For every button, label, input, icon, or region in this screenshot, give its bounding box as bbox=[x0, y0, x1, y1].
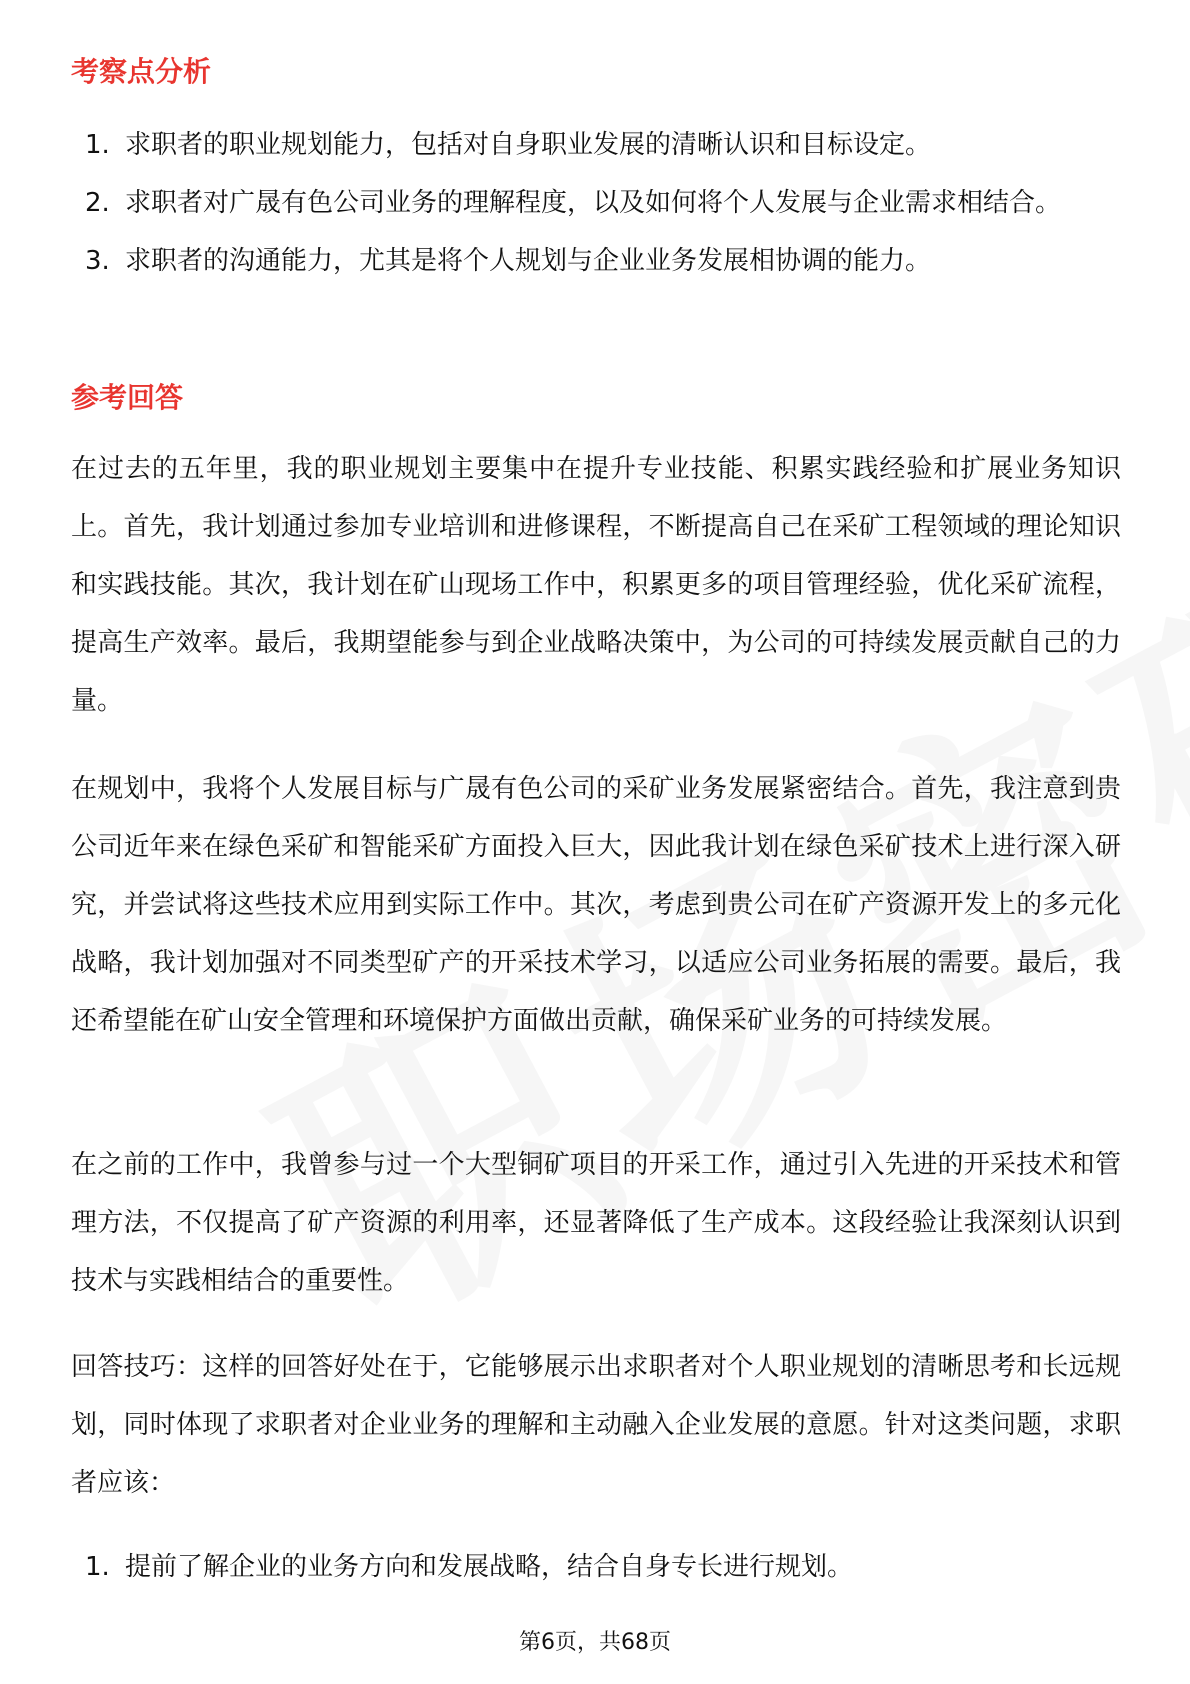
answer-paragraph: 在规划中，我将个人发展目标与广晟有色公司的采矿业务发展紧密结合。首先，我注意到贵公司近年来在绿色采矿和智能采矿方面投入巨大，因此我计划在绿色采矿技术上进行深入研究，并尝试将这些技术应用到实际工作中。其次，考虑到贵公司在矿产资源开发上的多元化战略，我计划加强对不同类型矿产的开采技术学习，以适应公司业务拓展的需要。最后，我还希望能在矿山安全管理和环境保护方面做出贡献，确保采矿业务的可持续发展。 bbox=[71, 774, 1121, 1036]
list-item bbox=[71, 116, 1121, 174]
list-item-text: 求职者的职业规划能力，包括对自身职业发展的清晰认识和目标设定。 bbox=[125, 130, 932, 160]
page-footer: 第6页，共68页 bbox=[519, 1630, 671, 1655]
list-item bbox=[71, 1538, 1121, 1596]
tips-paragraph: 回答技巧：这样的回答好处在于，它能够展示出求职者对个人职业规划的清晰思考和长远规划，同时体现了求职者对企业业务的理解和主动融入企业发展的意愿。针对这类问题，求职者应该： bbox=[71, 1352, 1121, 1498]
section-title-answer: 参考回答 bbox=[71, 381, 184, 414]
answer-paragraph: 在之前的工作中，我曾参与过一个大型铜矿项目的开采工作，通过引入先进的开采技术和管理方法，不仅提高了矿产资源的利用率，还显著降低了生产成本。这段经验让我深刻认识到技术与实践相结合的重要性。 bbox=[71, 1150, 1121, 1296]
list-item bbox=[71, 232, 1121, 290]
list-item-text: 提前了解企业的业务方向和发展战略，结合自身专长进行规划。 bbox=[125, 1552, 854, 1582]
list-item bbox=[71, 174, 1121, 232]
analysis-list bbox=[71, 116, 1121, 290]
list-item-number: 3. bbox=[85, 246, 110, 276]
section-title-analysis: 考察点分析 bbox=[71, 55, 212, 88]
answer-paragraph: 在过去的五年里，我的职业规划主要集中在提升专业技能、积累实践经验和扩展业务知识上。首先，我计划通过参加专业培训和进修课程，不断提高自己在采矿工程领域的理论知识和实践技能。其次，我计划在矿山现场工作中，积累更多的项目管理经验，优化采矿流程，提高生产效率。最后，我期望能参与到企业战略决策中，为公司的可持续发展贡献自己的力量。 bbox=[71, 454, 1121, 716]
list-item-number: 1. bbox=[85, 130, 110, 160]
list-item-number: 2. bbox=[85, 188, 110, 218]
list-item-number: 1. bbox=[85, 1552, 110, 1582]
list-item-text: 求职者的沟通能力，尤其是将个人规划与企业业务发展相协调的能力。 bbox=[125, 246, 932, 276]
tips-list bbox=[71, 1538, 1121, 1596]
list-item-text: 求职者对广晟有色公司业务的理解程度，以及如何将个人发展与企业需求相结合。 bbox=[125, 188, 1062, 218]
